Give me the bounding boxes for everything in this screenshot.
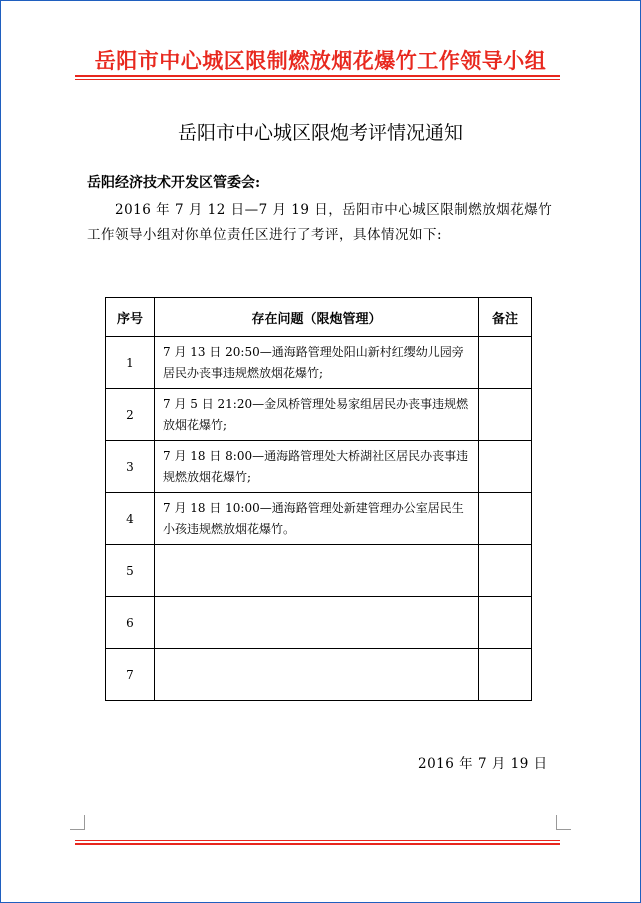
row-no: 1 bbox=[106, 337, 155, 389]
table-row bbox=[106, 441, 532, 493]
row-remark bbox=[479, 337, 532, 389]
row-no: 3 bbox=[106, 441, 155, 493]
header-issue: 存在问题（限炮管理） bbox=[155, 298, 479, 337]
row-remark bbox=[479, 441, 532, 493]
row-issue bbox=[155, 649, 479, 701]
notice-title: 岳阳市中心城区限炮考评情况通知 bbox=[177, 122, 463, 144]
header-no: 序号 bbox=[106, 298, 155, 337]
row-issue: 7 月 5 日 21:20—金凤桥管理处易家组居民办丧事违规燃放烟花爆竹; bbox=[155, 389, 479, 441]
table-row bbox=[106, 493, 532, 545]
row-remark bbox=[479, 389, 532, 441]
header-red-line-thick bbox=[75, 75, 560, 77]
row-remark bbox=[479, 545, 532, 597]
header-red-line-thin bbox=[75, 79, 560, 80]
footer-red-line-thin bbox=[75, 840, 560, 841]
row-no: 4 bbox=[106, 493, 155, 545]
table-row bbox=[106, 545, 532, 597]
recipient: 岳阳经济技术开发区管委会: bbox=[87, 175, 261, 191]
table-row bbox=[106, 389, 532, 441]
row-issue: 7 月 13 日 20:50—通海路管理处阳山新村红缨幼儿园旁居民办丧事违规燃放烟花爆竹; bbox=[155, 337, 479, 389]
row-no: 6 bbox=[106, 597, 155, 649]
table-row bbox=[106, 649, 532, 701]
notice-body: 2016 年 7 月 12 日—7 月 19 日，岳阳市中心城区限制燃放烟花爆竹工作领导小组对你单位责任区进行了考评，具体情况如下: bbox=[87, 202, 553, 243]
row-remark bbox=[479, 597, 532, 649]
table-header-row bbox=[106, 298, 532, 337]
row-no: 5 bbox=[106, 545, 155, 597]
row-issue: 7 月 18 日 10:00—通海路管理处新建管理办公室居民生小孩违规燃放烟花爆竹。 bbox=[155, 493, 479, 545]
crop-mark-left bbox=[70, 815, 85, 830]
row-no: 7 bbox=[106, 649, 155, 701]
row-issue bbox=[155, 597, 479, 649]
org-header-title: 岳阳市中心城区限制燃放烟花爆竹工作领导小组 bbox=[94, 48, 547, 73]
table-row bbox=[106, 597, 532, 649]
table-row bbox=[106, 337, 532, 389]
footer-red-line-thick bbox=[75, 843, 560, 845]
row-issue bbox=[155, 545, 479, 597]
crop-mark-right bbox=[556, 815, 571, 830]
header-remark: 备注 bbox=[479, 298, 532, 337]
issue-date: 2016 年 7 月 19 日 bbox=[418, 756, 548, 772]
row-remark bbox=[479, 493, 532, 545]
row-remark bbox=[479, 649, 532, 701]
issues-table bbox=[105, 297, 532, 701]
row-no: 2 bbox=[106, 389, 155, 441]
row-issue: 7 月 18 日 8:00—通海路管理处大桥湖社区居民办丧事违规燃放烟花爆竹; bbox=[155, 441, 479, 493]
